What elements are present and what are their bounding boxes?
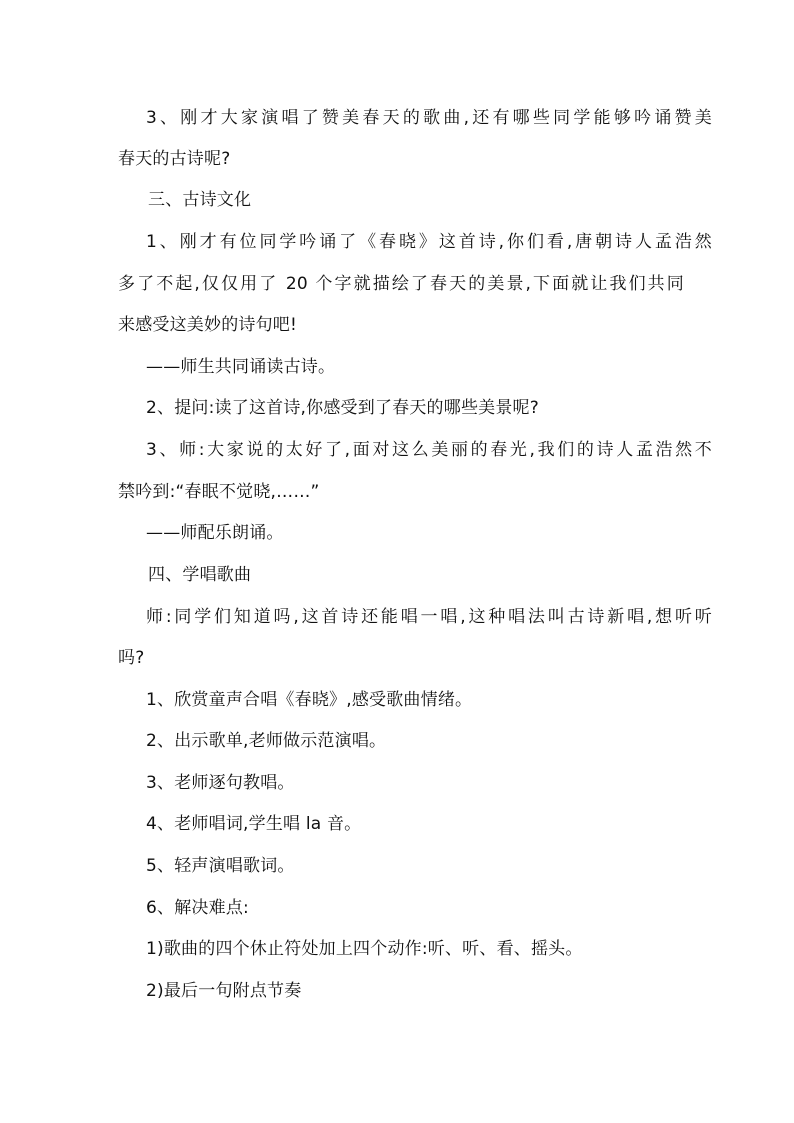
list-item: 2)最后一句附点节奏 bbox=[146, 981, 302, 1001]
paragraph-line: ——师生共同诵读古诗。 bbox=[146, 357, 336, 377]
paragraph-line: ——师配乐朗诵。 bbox=[146, 523, 284, 543]
paragraph-line: 3、刚才大家演唱了赞美春天的歌曲,还有哪些同学能够吟诵赞美 bbox=[146, 108, 712, 128]
paragraph-line: 来感受这美妙的诗句吧! bbox=[118, 315, 298, 335]
list-item: 4、老师唱词,学生唱 la 音。 bbox=[146, 814, 362, 834]
list-item: 1)歌曲的四个休止符处加上四个动作:听、听、看、摇头。 bbox=[146, 939, 583, 959]
list-item: 6、解决难点: bbox=[146, 898, 249, 918]
list-item: 5、轻声演唱歌词。 bbox=[146, 856, 295, 876]
paragraph-line: 吗? bbox=[118, 648, 145, 668]
section-heading: 三、古诗文化 bbox=[148, 190, 252, 210]
list-item: 2、出示歌单,老师做示范演唱。 bbox=[146, 731, 387, 751]
paragraph-line: 春天的古诗呢? bbox=[118, 149, 231, 169]
section-heading: 四、学唱歌曲 bbox=[148, 565, 252, 585]
paragraph-line: 禁吟到:“春眠不觉晓,……” bbox=[118, 482, 320, 502]
list-item: 1、欣赏童声合唱《春晓》,感受歌曲情绪。 bbox=[146, 690, 473, 710]
paragraph-line: 多了不起,仅仅用了 20 个字就描绘了春天的美景,下面就让我们共同 bbox=[118, 274, 684, 294]
paragraph-line: 1、刚才有位同学吟诵了《春晓》这首诗,你们看,唐朝诗人孟浩然 bbox=[146, 232, 712, 252]
paragraph-line: 师:同学们知道吗,这首诗还能唱一唱,这种唱法叫古诗新唱,想听听 bbox=[146, 607, 712, 627]
paragraph-line: 2、提问:读了这首诗,你感受到了春天的哪些美景呢? bbox=[146, 398, 539, 418]
paragraph-line: 3、师:大家说的太好了,面对这么美丽的春光,我们的诗人孟浩然不 bbox=[146, 440, 712, 460]
list-item: 3、老师逐句教唱。 bbox=[146, 773, 295, 793]
